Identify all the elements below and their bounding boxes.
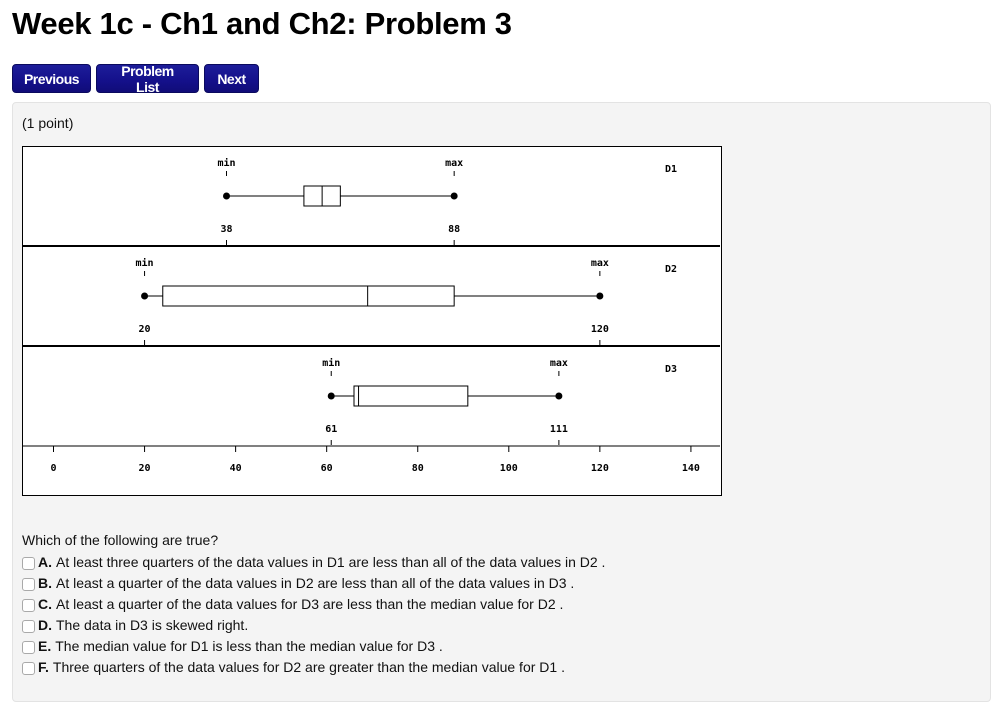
option-letter: C. (38, 595, 52, 612)
series-label: D3 (664, 364, 678, 375)
option-d[interactable] (22, 614, 605, 635)
option-letter: B. (38, 574, 52, 591)
iqr-box (163, 286, 454, 306)
max-value-label: 88 (448, 224, 461, 235)
page-title: Week 1c - Ch1 and Ch2: Problem 3 (12, 6, 512, 41)
max-point (596, 293, 603, 300)
x-axis-tick-label: 80 (411, 463, 424, 474)
x-axis-tick-label: 0 (50, 463, 57, 474)
max-value-label: 120 (590, 324, 609, 335)
checkbox-a[interactable] (22, 557, 35, 570)
min-label: min (217, 158, 236, 169)
problem-list-button[interactable]: Problem List (96, 64, 199, 93)
checkbox-f[interactable] (22, 662, 35, 675)
option-letter: A. (38, 553, 52, 570)
max-value-label: 111 (549, 424, 568, 435)
min-point (223, 193, 230, 200)
series-label: D2 (664, 264, 678, 275)
option-letter: F. (38, 658, 49, 675)
min-value-label: 38 (220, 224, 233, 235)
problem-navigation (12, 64, 259, 93)
checkbox-c[interactable] (22, 599, 35, 612)
min-label: min (135, 258, 154, 269)
option-b[interactable] (22, 572, 605, 593)
min-point (328, 393, 335, 400)
option-c[interactable] (22, 593, 605, 614)
point-value: (1 point) (22, 115, 74, 131)
checkbox-b[interactable] (22, 578, 35, 591)
x-axis-tick-label: 40 (229, 463, 242, 474)
option-e[interactable] (22, 635, 605, 656)
checkbox-e[interactable] (22, 641, 35, 654)
max-point (555, 393, 562, 400)
checkbox-d[interactable] (22, 620, 35, 633)
iqr-box (354, 386, 468, 406)
x-axis-tick-label: 140 (681, 463, 700, 474)
option-f[interactable] (22, 656, 605, 677)
boxplot-chart (23, 147, 720, 494)
option-text: The data in D3 is skewed right. (56, 616, 249, 633)
x-axis-tick-label: 60 (320, 463, 333, 474)
max-point (451, 193, 458, 200)
next-button[interactable]: Next (204, 64, 259, 93)
option-a[interactable] (22, 551, 605, 572)
series-label: D1 (664, 164, 678, 175)
option-text: Three quarters of the data values for D2 are greater than the median value for D1 . (52, 658, 565, 675)
option-text: At least three quarters of the data values in D1 are less than all of the data values in D2 . (56, 553, 606, 570)
option-text: The median value for D1 is less than the median value for D3 . (55, 637, 443, 654)
question-text: Which of the following are true? (22, 532, 219, 548)
previous-button[interactable]: Previous (12, 64, 91, 93)
option-text: At least a quarter of the data values in D2 are less than all of the data values in D3 . (56, 574, 575, 591)
option-letter: D. (38, 616, 52, 633)
x-axis-tick-label: 100 (499, 463, 518, 474)
max-label: max (590, 258, 609, 269)
option-letter: E. (38, 637, 52, 654)
x-axis-tick-label: 20 (138, 463, 151, 474)
answer-options (22, 551, 605, 677)
boxplot-figure (22, 146, 722, 496)
min-value-label: 20 (138, 324, 151, 335)
min-value-label: 61 (325, 424, 338, 435)
max-label: max (445, 158, 464, 169)
min-point (141, 293, 148, 300)
min-label: min (322, 358, 341, 369)
max-label: max (549, 358, 568, 369)
option-text: At least a quarter of the data values for D3 are less than the median value for D2 . (56, 595, 564, 612)
x-axis-tick-label: 120 (590, 463, 609, 474)
